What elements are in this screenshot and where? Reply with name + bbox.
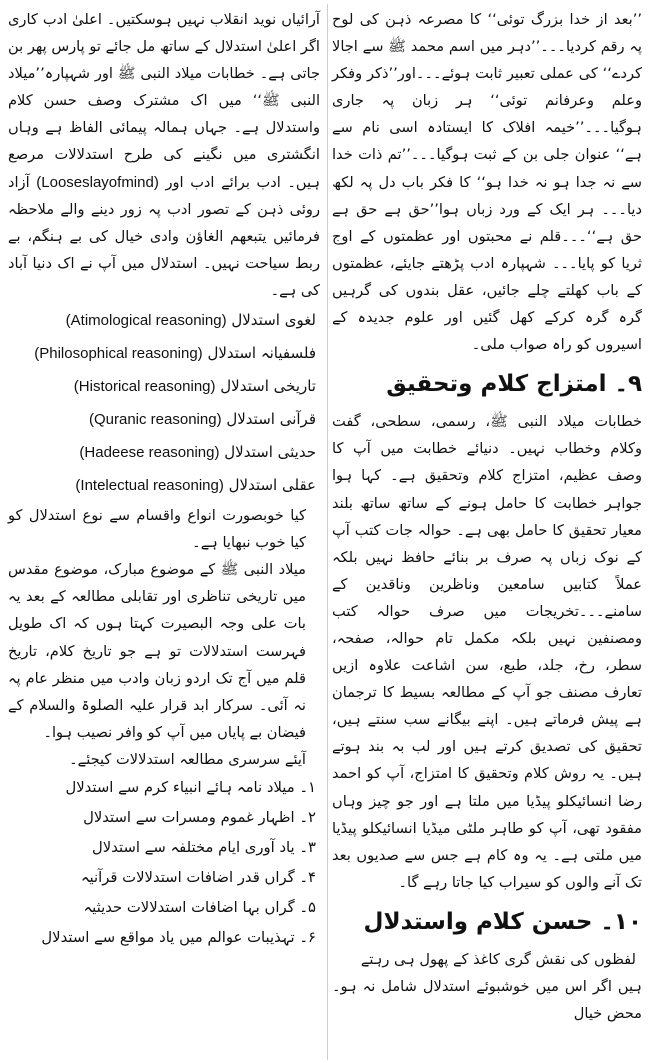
- reasoning-item: حدیثی استدلال (Hadeese reasoning): [79, 443, 316, 462]
- section-heading-10: ۱۰۔ حسن کلام واستدلال: [363, 908, 642, 935]
- reasoning-item: لغوی استدلال (Atimological reasoning): [65, 311, 316, 330]
- left-paragraph-1-start: آرائیاں نوید انقلاب نہیں ہوسکتیں۔ اعلیٰ ادب کاری اگر اعلیٰ استدلال کے ساتھ مل جائے تو پارس پھر بن جاتی ہے۔ خطابات میلاد النبی ﷺ اور شہپارہ’’میلاد النبی ﷺ‘‘ میں اک مشترک وصف حسن کلام واستدلال ہے۔ جہاں ہمالہ پیمائی الفاظ ہے وہاں انگشتری میں نگینے کی طرح استدلالات مرصع ہیں۔ ادب برائے ادب اور: [8, 11, 320, 191]
- right-paragraph-2: خطابات میلاد النبی ﷺ، رسمی، سطحی، گفت وکلام وخطاب نہیں۔ دنیائے خطابت میں آپ کا وصف عظیم، امتزاج کلام وتحقیق ہے۔ کہا ہوا جواہر خطابت کا حامل ہونے کے ساتھ ساتھ بلند معیار تحقیق کا حامل بھی ہے۔ حوالہ جات کتب آپ کے نوک زباں پہ صرف بر بنائے حافظ نہیں بلکہ عملاً کتابیں سامعین وناظرین وناقدین کے سامنے۔۔۔تخریجات میں صرف حوالہ کتب ومصنفین نہیں بلکہ مکمل تام حوالہ، صفحہ، سطر، رخ، جلد، طبع، سن اشاعت علاوہ ازیں تعارف مصنف جو آپ کے مطالعہ بسیط کا ترجمان ہے پیش فرماتے ہیں۔ اپنے بیگانے سب سنتے ہیں، تحقیق کی تصدیق کرتے ہیں اور لب بہ بند ہوتے ہیں۔ یہ روش کلام وتحقیق کا امتزاج، آپ کو احمد رضا انسائیکلو پیڈیا میں ملتا ہے اور جو چیز وہاں مفقود تھی، آپ کو طاہر ملٹی میڈیا انسائیکلو پیڈیا میں ملتی ہے۔ یہ وہ کام ہے جس سے صدیوں بعد تک آنے والوں کو سیراب کیا جاتا رہے گا۔: [332, 413, 642, 891]
- english-term: (Looseslayofmind): [36, 173, 159, 191]
- right-column: [332, 6, 642, 1059]
- column-divider: [327, 4, 328, 1060]
- left-paragraph-1: [8, 6, 320, 304]
- left-column: [8, 6, 320, 1059]
- poem-line-2: ہیں اگر اس میں خوشبوئے استدلال شامل نہ ہو۔ محض خیال: [332, 978, 642, 1023]
- list-item: ۵۔ گراں بہا اضافات استدلالات حدیثیہ: [83, 898, 316, 916]
- left-paragraph-4: آیئے سرسری مطالعہ استدلالات کیجئے۔: [69, 750, 306, 768]
- list-item: ۱۔ میلاد نامہ ہائے انبیاء کرم سے استدلال: [65, 778, 316, 796]
- list-item: ۳۔ یاد آوری ایام مختلفہ سے استدلال: [92, 838, 316, 856]
- section-heading-9: ۹۔ امتزاج کلام وتحقیق: [386, 371, 642, 398]
- list-item: ۶۔ تہذیبات عوالم میں یاد مواقع سے استدلال: [41, 928, 316, 946]
- reasoning-item: فلسفیانہ استدلال (Philosophical reasoning): [34, 344, 316, 363]
- left-paragraph-1-end: آزاد روئی ذہن کے تصور ادب پہ زور دینے والے ملاحظہ فرمائیں یتبعھم الغاؤن وادی خیال کی بے ہنگم، بے ربط سیاحت نہیں۔ استدلال میں آپ نے اک دنیا آباد کی ہے۔: [8, 173, 320, 299]
- right-paragraph-1: ’’بعد از خدا بزرگ توئی‘‘ کا مصرعہ ذہن کی لوح پہ رقم کردیا۔۔۔’’دہر میں اسم محمد ﷺ سے اجالا کردے‘‘ کی عملی تعبیر ثابت ہوئے۔۔۔اور’’ذکر وفکر وعلم وعرفانم توئی‘‘ ہر زبان پہ جاری ہوگیا۔۔۔’’خیمہ افلاک کا ایستادہ اسی نام سے ہے‘‘ عنوان جلی بن کے ثبت ہوگیا۔۔۔’’تم ذات خدا سے نہ جدا ہو نہ خدا ہو‘‘ کا فکر باب دل پہ لکھ دیا۔۔۔ ہر ایک کے ورد زباں ہوا’’حق ہے حق ہے حق ہے‘‘۔۔۔قلم نے محبتوں اور عظمتوں کے اوج ثریا کو پایا۔۔۔ شہپارہ ادب پڑھتے جایئے، عظمتوں کے باب کھلتے چلے جائیں، عقل بندوں کی گرہیں گرہ گرہ کرکے کھل گئیں اور علوم جدیدہ کے اسیروں کو راہ صواب ملی۔: [332, 11, 642, 354]
- poem-line-1: لفظوں کی نقش گری کاغذ کے پھول ہی رہتے: [360, 950, 636, 968]
- reasoning-item: عقلی استدلال (Intelectual reasoning): [75, 476, 316, 495]
- list-item: ۴۔ گراں قدر اضافات استدلالات قرآنیہ: [80, 868, 316, 886]
- left-paragraph-2: کیا خوبصورت انواع واقسام سے نوع استدلال کو کیا خوب نبھایا ہے۔: [8, 507, 306, 552]
- arguments-list: [8, 773, 320, 953]
- reasoning-item: قرآنی استدلال (Quranic reasoning): [89, 410, 316, 429]
- left-paragraph-3: میلاد النبی ﷺ کے موضوع مبارک، موضوع مقدس میں تاریخی تناظری اور تقابلی مطالعہ کے بعد یہ بات علی وجہ البصیرت کہتا ہوں کہ اک طویل فہرست استدلالات تو ہے جو تاریخ کلام، تاریخ قلم میں آج تک اردو زبان وادب میں منظر عام پہ نہ آئی۔ سرکار ابد قرار علیہ الصلوۃ والسلام کے فیضان بے پایاں میں آپ کو وافر نصیب ہوا۔: [8, 561, 306, 741]
- reasoning-item: تاریخی استدلال (Historical reasoning): [73, 377, 316, 396]
- reasoning-list: [8, 304, 320, 502]
- list-item: ۲۔ اظہار غموم ومسرات سے استدلال: [83, 808, 316, 826]
